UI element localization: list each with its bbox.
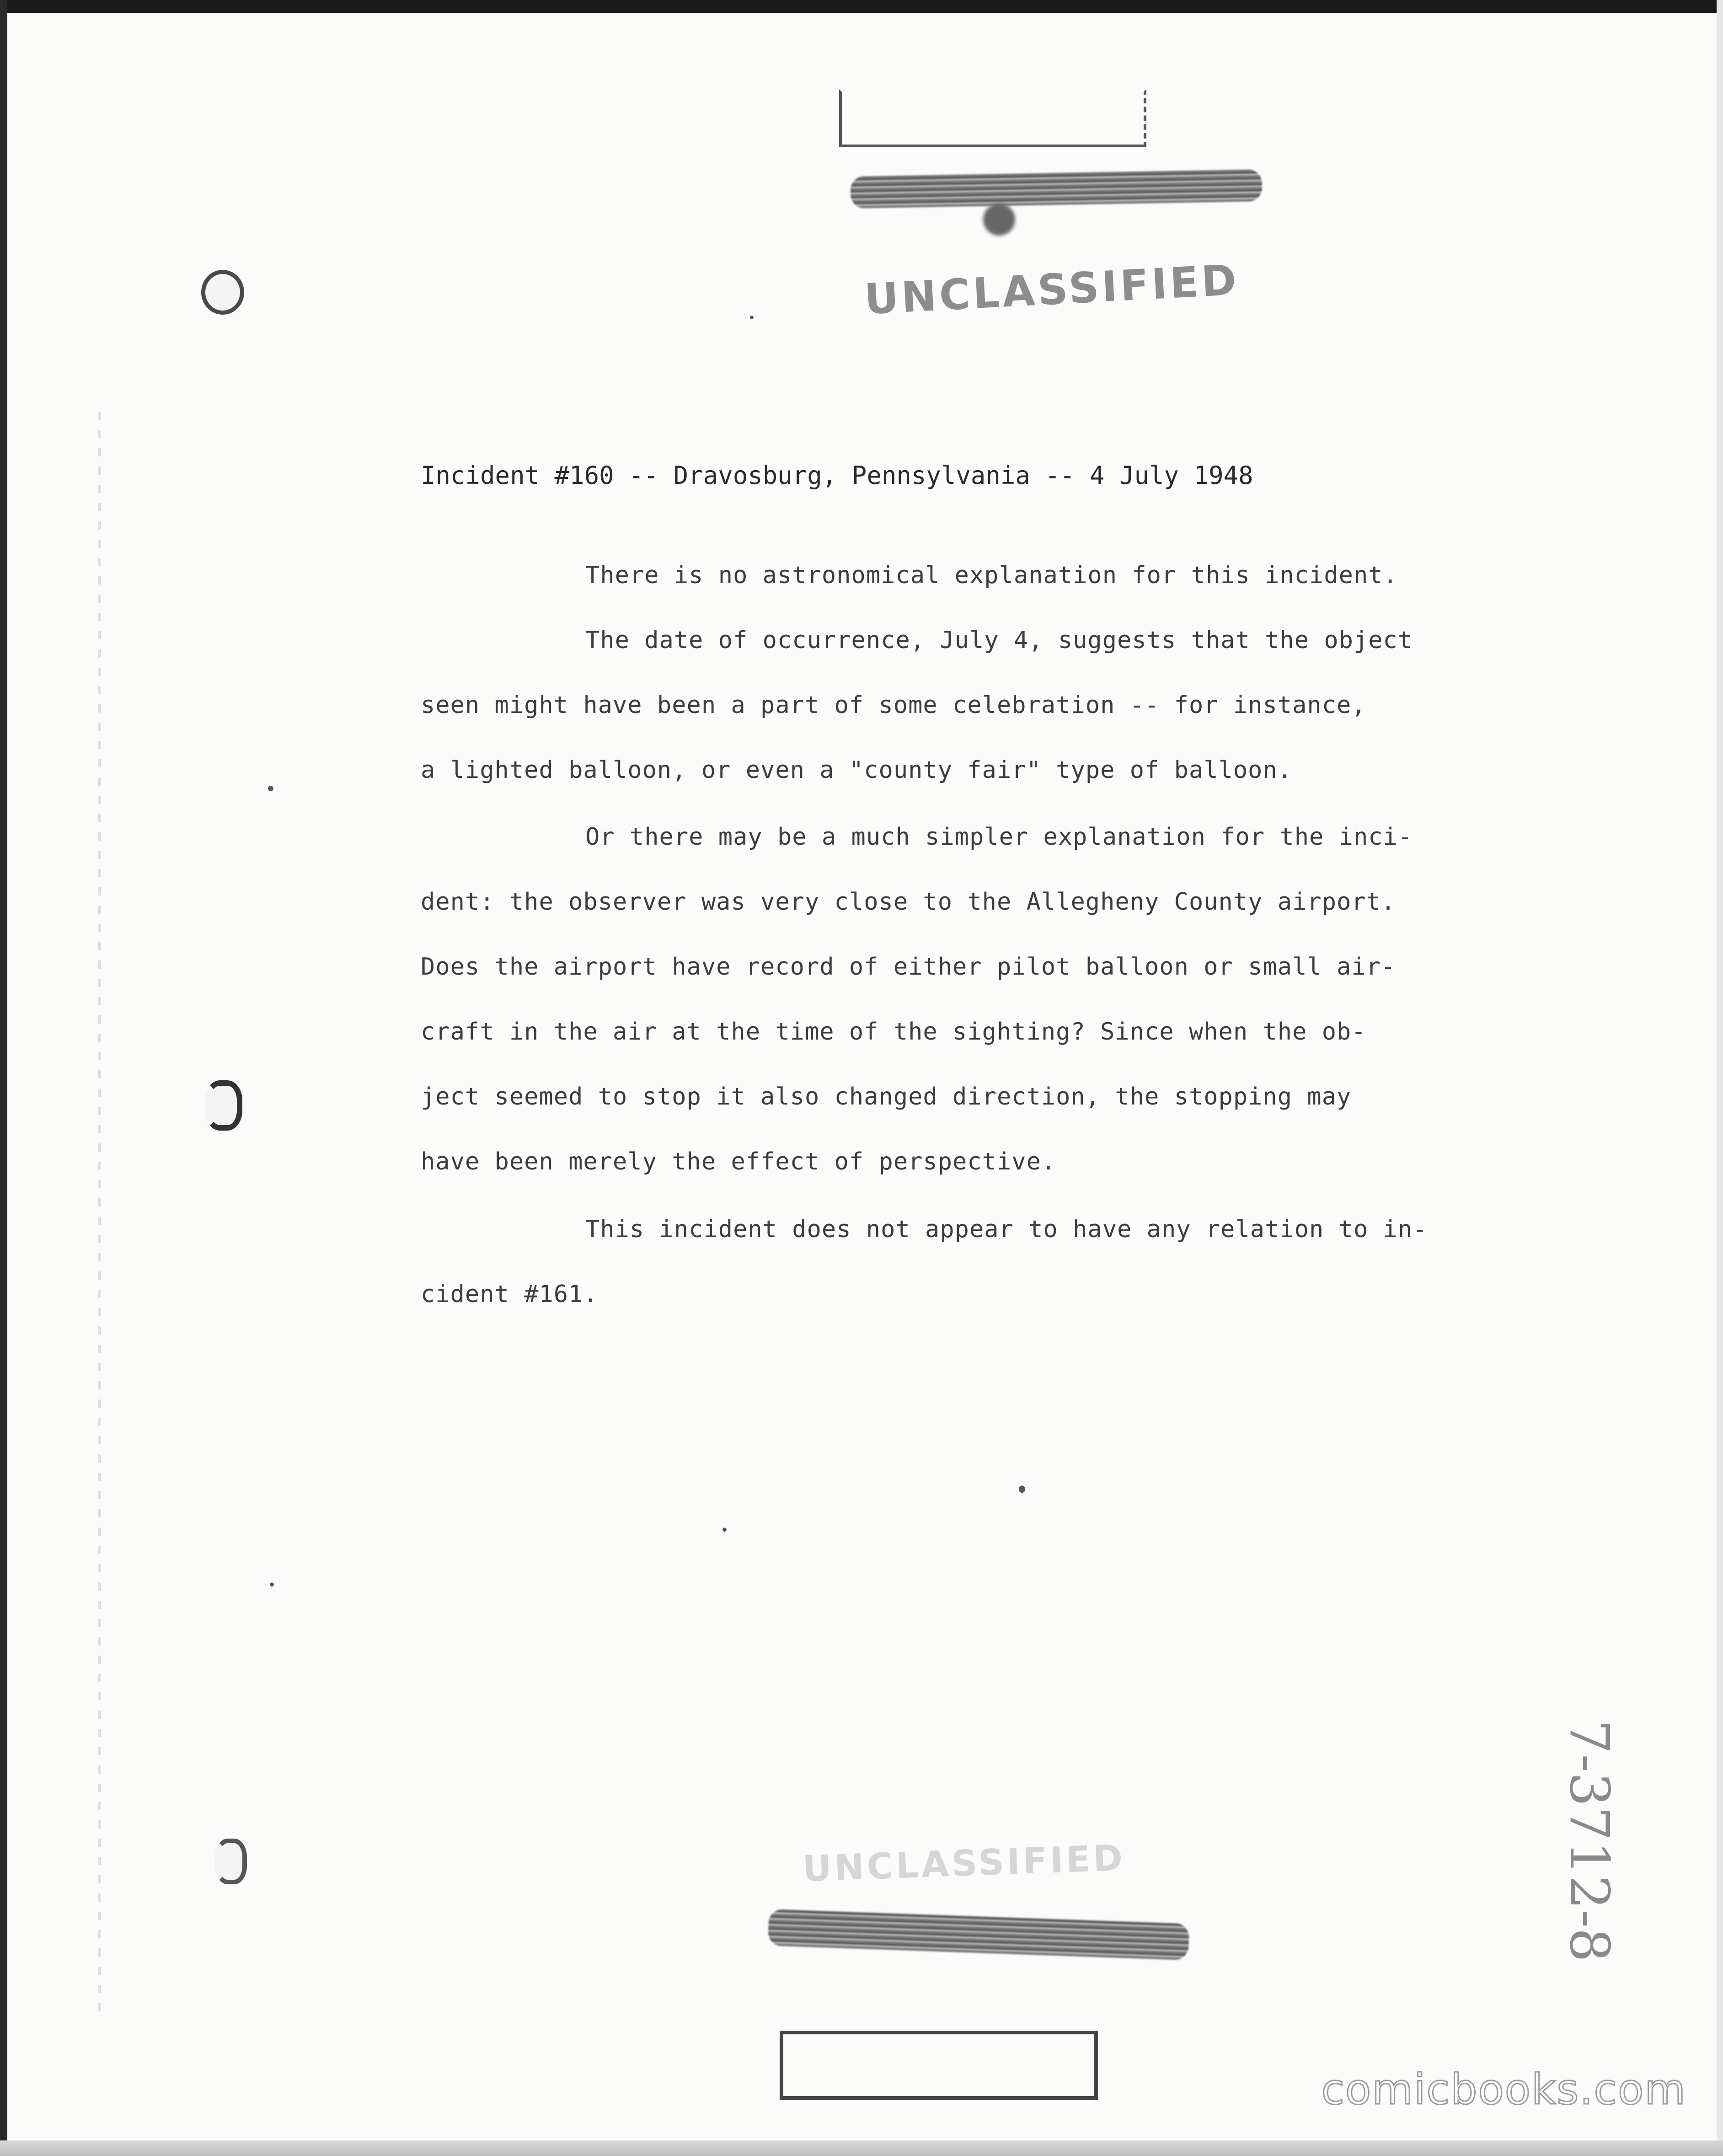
paragraph-line: The date of occurrence, July 4, suggests that the object bbox=[585, 627, 1413, 654]
handwritten-margin-note: 7-3712-8 bbox=[1558, 1720, 1621, 1963]
binding-line bbox=[98, 412, 101, 2012]
paragraph-line: a lighted balloon, or even a "county fair" type of balloon. bbox=[421, 756, 1293, 784]
paragraph-line: Or there may be a much simpler explanation for the inci- bbox=[585, 823, 1413, 851]
paragraph-line: This incident does not appear to have any relation to in- bbox=[585, 1216, 1428, 1243]
redaction-smear-top bbox=[850, 169, 1262, 209]
redacted-box-top bbox=[839, 89, 1146, 147]
redaction-blot-top bbox=[983, 204, 1015, 236]
site-watermark: comicbooks.com bbox=[1321, 2065, 1686, 2114]
paragraph-line: cident #161. bbox=[421, 1281, 598, 1308]
scan-edge-top bbox=[0, 0, 1723, 13]
paragraph-line: craft in the air at the time of the sighting? Since when the ob- bbox=[421, 1018, 1366, 1046]
scan-edge-left bbox=[0, 0, 7, 2156]
scan-edge-right bbox=[1717, 0, 1723, 2156]
redacted-box-bottom bbox=[780, 2031, 1098, 2100]
punch-hole-bottom bbox=[215, 1839, 247, 1884]
paragraph-line: ject seemed to stop it also changed direction, the stopping may bbox=[421, 1083, 1352, 1110]
scan-speck bbox=[268, 786, 273, 791]
punch-hole-top bbox=[201, 270, 244, 315]
scan-speck bbox=[722, 1528, 727, 1532]
paragraph-line: Does the airport have record of either pilot balloon or small air- bbox=[421, 953, 1396, 981]
redaction-smear-bottom bbox=[768, 1909, 1189, 1960]
scan-speck bbox=[1019, 1486, 1025, 1493]
paragraph-line: have been merely the effect of perspective. bbox=[421, 1148, 1056, 1175]
paragraph-line: dent: the observer was very close to the Allegheny County airport. bbox=[421, 888, 1396, 916]
unclassified-stamp-bottom: UNCLASSIFIED bbox=[802, 1837, 1126, 1890]
scan-edge-bottom bbox=[0, 2140, 1723, 2156]
punch-hole-middle bbox=[205, 1080, 242, 1131]
scan-speck bbox=[750, 316, 754, 319]
scan-speck bbox=[270, 1582, 274, 1587]
paragraph-line: There is no astronomical explanation for this incident. bbox=[585, 562, 1398, 589]
unclassified-stamp-top: UNCLASSIFIED bbox=[863, 255, 1241, 324]
incident-heading: Incident #160 -- Dravosburg, Pennsylvania -- 4 July 1948 bbox=[421, 461, 1253, 490]
paragraph-line: seen might have been a part of some celebration -- for instance, bbox=[421, 692, 1366, 719]
